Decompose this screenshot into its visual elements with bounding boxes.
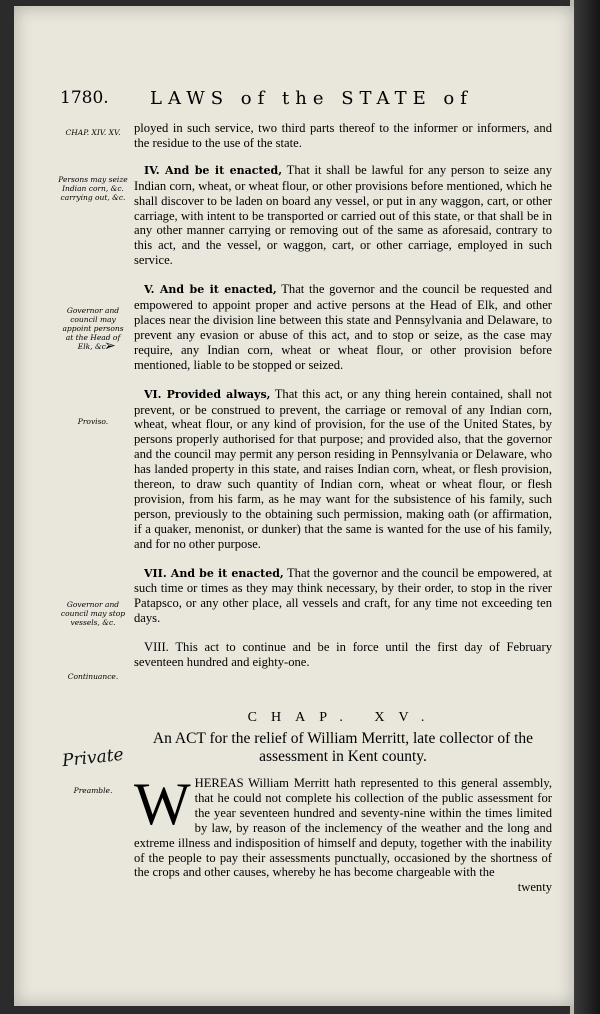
catchword: twenty — [517, 880, 552, 895]
preamble-text: HEREAS William Merritt hath represented to this general assembly, that he could not complete his collection of the public assessment for the year seventeen hundred and seventy-nine within the times limited by law, by reason of the inclemency of the weather and the long and extreme illness and indisposition of himself and deputy, together with the inability of the people to pay their assessments punctually, occasioned by the shortness of the crops and other causes, whereby he has become chargeable with the — [134, 776, 552, 880]
section-v-text: That the governor and the council be requested and empowered to appoint proper and active persons at the Head of Elk, and other places near the division line between this state and Pennsylvania and Delaware, to prevent any evasion or abuse of this act, and to stop or seize, as the case may require, any Indian corn, wheat or wheat flour, or other provision before mentioned, liable to be stopped or seized. — [134, 282, 553, 372]
section-vi-lead: VI. Provided always, — [144, 387, 271, 401]
section-v-lead: V. And be it enacted, — [144, 283, 277, 297]
margin-note-governor-2: Governor and council may stop vessels, &c. — [60, 600, 126, 627]
margin-note-continuance: Continuance. — [67, 672, 119, 681]
section-vi — [134, 387, 552, 552]
book-spine — [574, 0, 600, 1014]
section-iv-lead: IV. And be it enacted, — [144, 163, 283, 177]
pointer-mark-icon: ➢ — [104, 338, 116, 354]
preamble-paragraph — [134, 771, 552, 880]
handwritten-private-note: Private — [61, 744, 125, 772]
section-vii-lead: VII. And be it enacted, — [144, 566, 284, 580]
page-header — [60, 88, 540, 112]
chapter-heading: CHAP. XV. — [247, 710, 439, 725]
margin-note-governor-1: Governor and council may appoint persons at the Head of Elk, &c. — [62, 306, 124, 351]
continued-paragraph: ployed in such service, two third parts thereof to the informer or informers, and the residue to the use of the state. — [134, 121, 552, 150]
drop-cap: W — [134, 771, 191, 837]
margin-note-preamble: Preamble. — [73, 786, 113, 795]
body-top — [134, 121, 552, 670]
preamble-block — [134, 771, 552, 895]
margin-note-proviso: Proviso. — [77, 417, 109, 426]
section-vii-text: That the governor and the council be empowered, at such time or times as they may think necessary, by their order, to stop in the river Patapsco, or any other place, all vessels and craft, for any time not exceeding ten days. — [134, 565, 552, 626]
section-vii — [134, 566, 552, 627]
margin-note-chap: CHAP. XIV. XV. — [65, 128, 121, 137]
page-year: 1780. — [60, 88, 109, 108]
running-title: LAWS of the STATE of — [150, 88, 473, 109]
act-title: An ACT for the relief of William Merritt, late collector of the assessment in Kent county. — [152, 730, 534, 765]
margin-note-seize: Persons may seize Indian corn, &c. carrying out, &c. — [58, 175, 128, 202]
section-v — [134, 282, 552, 372]
section-iv — [134, 163, 552, 268]
section-vi-text: That this act, or any thing herein contained, shall not prevent, or be construed to prevent, the carriage or removal of any Indian corn, wheat, wheat flour, or any kind of provision, for the use of the United States, by persons properly authorised for that purpose; and provided also, that the governor and the council may permit any person residing in Pennsylvania or Delaware, who has landed property in this state, and raises Indian corn, wheat, or flesh provision, thereon, to draw such quantity of Indian corn, wheat or wheat flour, or flesh provision, from his farm, as he may want for the subsistence of his family, such person, previously to the obtaining such permission, making oath (or affirmation, if a quaker, menonist, or dunker) that the same is wanted for the use of his family, and for no other purpose. — [134, 386, 553, 551]
section-iv-text: That it shall be lawful for any person to seize any Indian corn, wheat, or wheat flour, or other provisions before mentioned, which he shall discover to be laden on board any vessel, or put in any waggon, cart, or other carriage, with intent to be transported or carried out of this state, or that shall be in any other manner carrying or removing out of the same as aforesaid, contrary to this act, and the vessel, or waggon, cart, or other carriage, employed in such service. — [134, 162, 552, 268]
section-viii: VIII. This act to continue and be in force until the first day of February seventeen hundred and eighty-one. — [134, 640, 552, 670]
